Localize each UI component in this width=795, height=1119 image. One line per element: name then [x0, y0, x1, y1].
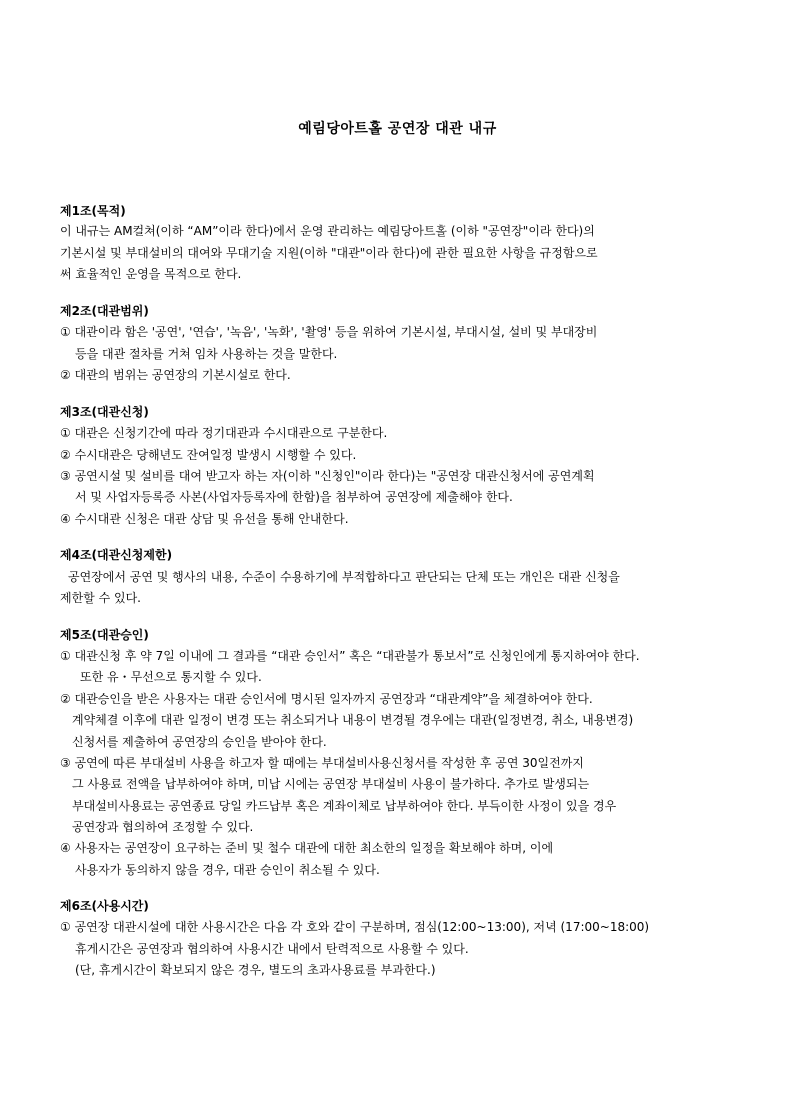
article-5-item: ① 대관신청 후 약 7일 이내에 그 결과를 “대관 승인서” 혹은 “대관불가 통보서”로 신청인에게 통지하여야 한다.	[60, 649, 640, 663]
article-2-item: ① 대관이라 함은 '공연', '연습', '녹음', '녹화', '촬영' 등을 위하여 기본시설, 부대시설, 설비 및 부대장비	[60, 325, 598, 339]
article-3-item: ② 수시대관은 당해년도 잔여일정 발생시 시행할 수 있다.	[60, 448, 357, 462]
article-3-heading: 제3조(대관신청)	[60, 405, 149, 419]
article-5-item: ④ 사용자는 공연장이 요구하는 준비 및 철수 대관에 대한 최소한의 일정을 확보해야 하며, 이에	[60, 841, 554, 855]
article-3-item: ④ 수시대관 신청은 대관 상담 및 유선을 통해 안내한다.	[60, 512, 349, 526]
article-6-item: ① 공연장 대관시설에 대한 사용시간은 다음 각 호와 같이 구분하며, 점심(12:00~13:00), 저녁 (17:00~18:00)	[60, 920, 650, 934]
article-3-item: ③ 공연시설 및 설비를 대여 받고자 하는 자(이하 "신청인"이라 한다)는 "공연장 대관신청서에 공연계획	[60, 469, 595, 483]
article-6-item-cont: 휴게시간은 공연장과 협의하여 사용시간 내에서 탄력적으로 사용할 수 있다.	[75, 942, 469, 956]
article-5-item: ② 대관승인을 받은 사용자는 대관 승인서에 명시된 일자까지 공연장과 “대관계약”을 체결하여야 한다.	[60, 692, 593, 706]
article-1-line: 이 내규는 AM컬쳐(이하 “AM”이라 한다)에서 운영 관리하는 예림당아트홀 (이하 "공연장"이라 한다)의	[60, 224, 595, 238]
article-3-item: ① 대관은 신청기간에 따라 정기대관과 수시대관으로 구분한다.	[60, 426, 388, 440]
article-5-item-cont: 신청서를 제출하여 공연장의 승인을 받아야 한다.	[72, 735, 327, 749]
article-4-line: 제한할 수 있다.	[60, 591, 141, 605]
article-1-line: 써 효율적인 운영을 목적으로 한다.	[60, 267, 242, 281]
article-1-line: 기본시설 및 부대설비의 대여와 무대기술 지원(이하 "대관"이라 한다)에 관한 필요한 사항을 규정함으로	[60, 246, 598, 260]
article-5-heading: 제5조(대관승인)	[60, 628, 149, 642]
article-5-item-cont: 부대설비사용료는 공연종료 당일 카드납부 혹은 계좌이체로 납부하여야 한다. 부득이한 사정이 있을 경우	[72, 799, 617, 813]
article-5-item: ③ 공연에 따른 부대설비 사용을 하고자 할 때에는 부대설비사용신청서를 작성한 후 공연 30일전까지	[60, 756, 584, 770]
article-6-heading: 제6조(사용시간)	[60, 899, 149, 913]
article-6-item-cont: (단, 휴게시간이 확보되지 않은 경우, 별도의 초과사용료를 부과한다.)	[75, 963, 436, 977]
article-5-item-cont: 계약체결 이후에 대관 일정이 변경 또는 취소되거나 내용이 변경될 경우에는 대관(일정변경, 취소, 내용변경)	[72, 713, 634, 727]
article-4-line: 공연장에서 공연 및 행사의 내용, 수준이 수용하기에 부적합하다고 판단되는 단체 또는 개인은 대관 신청을	[68, 570, 620, 584]
article-5-item-cont: 공연장과 협의하여 조정할 수 있다.	[72, 820, 254, 834]
article-5-item-cont: 사용자가 동의하지 않을 경우, 대관 승인이 취소될 수 있다.	[75, 863, 380, 877]
article-2-item-cont: 등을 대관 절차를 거쳐 임차 사용하는 것을 말한다.	[75, 347, 338, 361]
article-4-heading: 제4조(대관신청제한)	[60, 548, 173, 562]
article-2-item: ② 대관의 범위는 공연장의 기본시설로 한다.	[60, 368, 291, 382]
article-3-item-cont: 서 및 사업자등록증 사본(사업자등록자에 한함)을 첨부하여 공연장에 제출해야 한다.	[75, 490, 513, 504]
article-5-item-cont: 또한 유・무선으로 통지할 수 있다.	[80, 670, 262, 684]
document-title: 예림당아트홀 공연장 대관 내규	[298, 121, 497, 137]
article-1-heading: 제1조(목적)	[60, 204, 126, 218]
article-5-item-cont: 그 사용료 전액을 납부하여야 하며, 미납 시에는 공연장 부대설비 사용이 불가하다. 추가로 발생되는	[72, 777, 590, 791]
article-2-heading: 제2조(대관범위)	[60, 304, 149, 318]
